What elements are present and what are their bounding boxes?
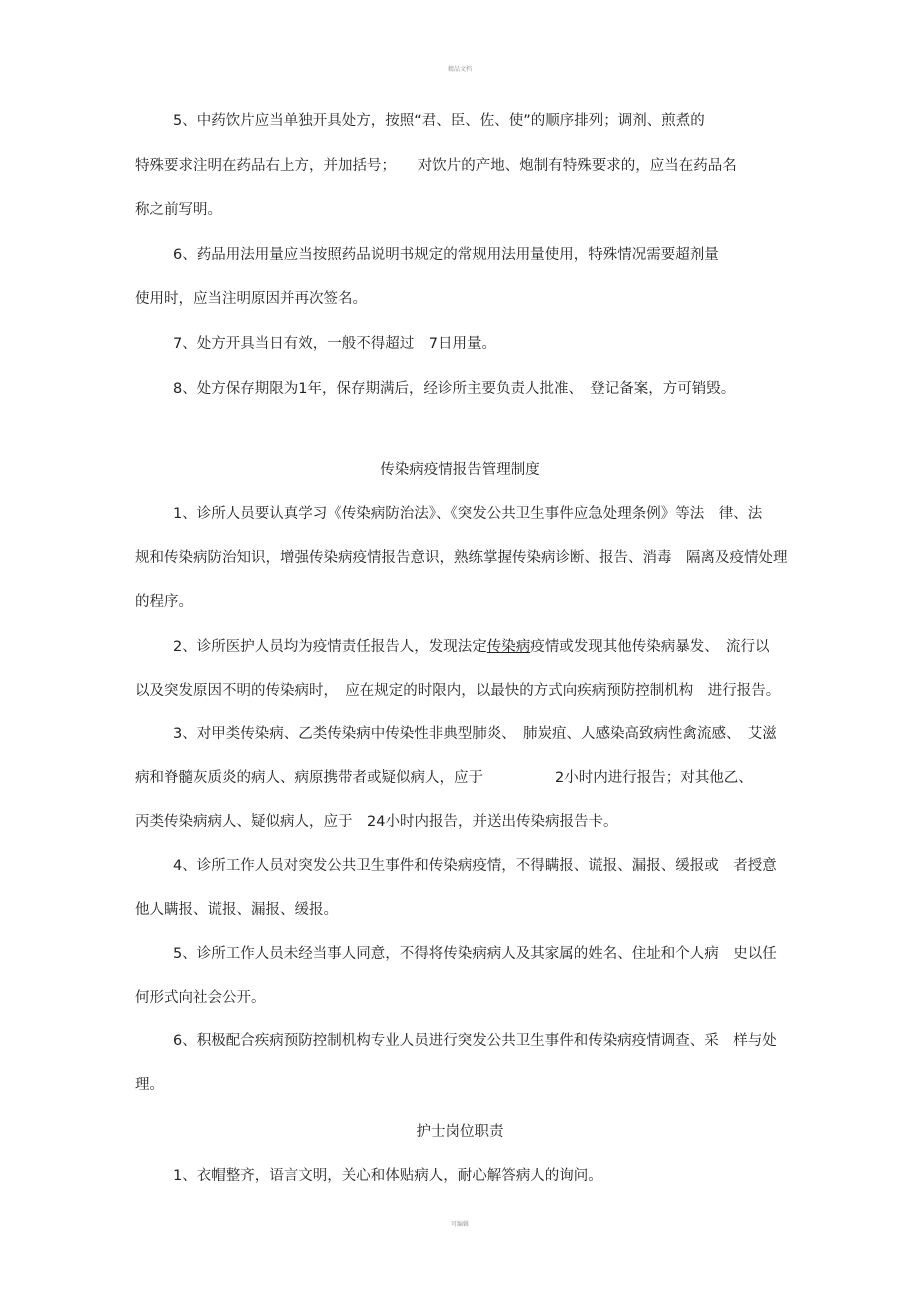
prescription-item-8: 8、处方保存期限为1年，保存期满后，经诊所主要负责人批准、 登记备案，方可销毁。 [173,381,736,397]
epidemic-item-3-line-3: 丙类传染病病人、疑似病人，应于 24小时内报告，并送出传染病报告卡。 [135,814,618,830]
epidemic-item-2-line-1 [173,638,769,656]
epidemic-item-6-line-1: 6、积极配合疾病预防控制机构专业人员进行突发公共卫生事件和传染病疫情调查、采 样与处 [173,1033,777,1049]
epidemic-item-1-line-2: 规和传染病防治知识，增强传染病疫情报告意识，熟练掌握传染病诊断、报告、消毒 隔离及疫情处理 [135,550,788,566]
prescription-item-5-line-2: 特殊要求注明在药品右上方，并加括号； 对饮片的产地、炮制有特殊要求的，应当在药品名 [135,158,737,174]
epidemic-section-title: 传染病疫情报告管理制度 [380,462,540,478]
epidemic-item-2-line-2: 以及突发原因不明的传染病时， 应在规定的时限内，以最快的方式向疾病预防控制机构 进行报告。 [135,683,781,699]
page-footer: 可编辑 [450,1221,469,1228]
epidemic-item-2-prefix: 2、诊所医护人员均为疫情责任报告人，发现法定 [173,639,487,655]
epidemic-item-4-line-1: 4、诊所工作人员对突发公共卫生事件和传染病疫情，不得瞒报、谎报、漏报、缓报或 者授意 [173,858,777,874]
nurse-item-1: 1、衣帽整齐，语言文明，关心和体贴病人，耐心解答病人的询问。 [173,1168,603,1184]
epidemic-item-2-suffix: 疫情或发现其他传染病暴发、 流行以 [530,639,770,655]
nurse-section-title: 护士岗位职责 [416,1124,504,1140]
epidemic-item-5-line-2: 何形式向社会公开。 [135,990,266,1006]
epidemic-item-5-line-1: 5、诊所工作人员未经当事人同意，不得将传染病病人及其家属的姓名、住址和个人病 史以任 [173,946,777,962]
prescription-item-6-line-2: 使用时，应当注明原因并再次签名。 [135,291,367,307]
epidemic-item-3-line-2b: 2小时内进行报告；对其他乙、 [555,770,753,786]
epidemic-item-1-line-3: 的程序。 [135,594,193,610]
epidemic-item-6-line-2: 理。 [135,1077,164,1093]
epidemic-item-2-link[interactable]: 传染病 [486,639,531,655]
epidemic-item-3-line-1: 3、对甲类传染病、乙类传染病中传染性非典型肺炎、 肺炭疽、人感染高致病性禽流感、 艾滋 [173,726,777,742]
epidemic-item-3-line-2a: 病和脊髓灰质炎的病人、病原携带者或疑似病人，应于 [135,770,483,786]
prescription-item-6-line-1: 6、药品用法用量应当按照药品说明书规定的常规用法用量使用，特殊情况需要超剂量 [173,247,719,263]
epidemic-item-4-line-2: 他人瞒报、谎报、漏报、缓报。 [135,902,338,918]
prescription-item-7: 7、处方开具当日有效，一般不得超过 7日用量。 [173,336,496,352]
prescription-item-5-line-3: 称之前写明。 [135,202,222,218]
page-header: 精品文档 [447,66,472,73]
prescription-item-5-line-1: 5、中药饮片应当单独开具处方，按照“君、臣、佐、使”的顺序排列；调剂、煎煮的 [173,113,705,129]
epidemic-item-1-line-1: 1、诊所人员要认真学习《传染病防治法》、《突发公共卫生事件应急处理条例》等法 律、法 [173,506,763,522]
